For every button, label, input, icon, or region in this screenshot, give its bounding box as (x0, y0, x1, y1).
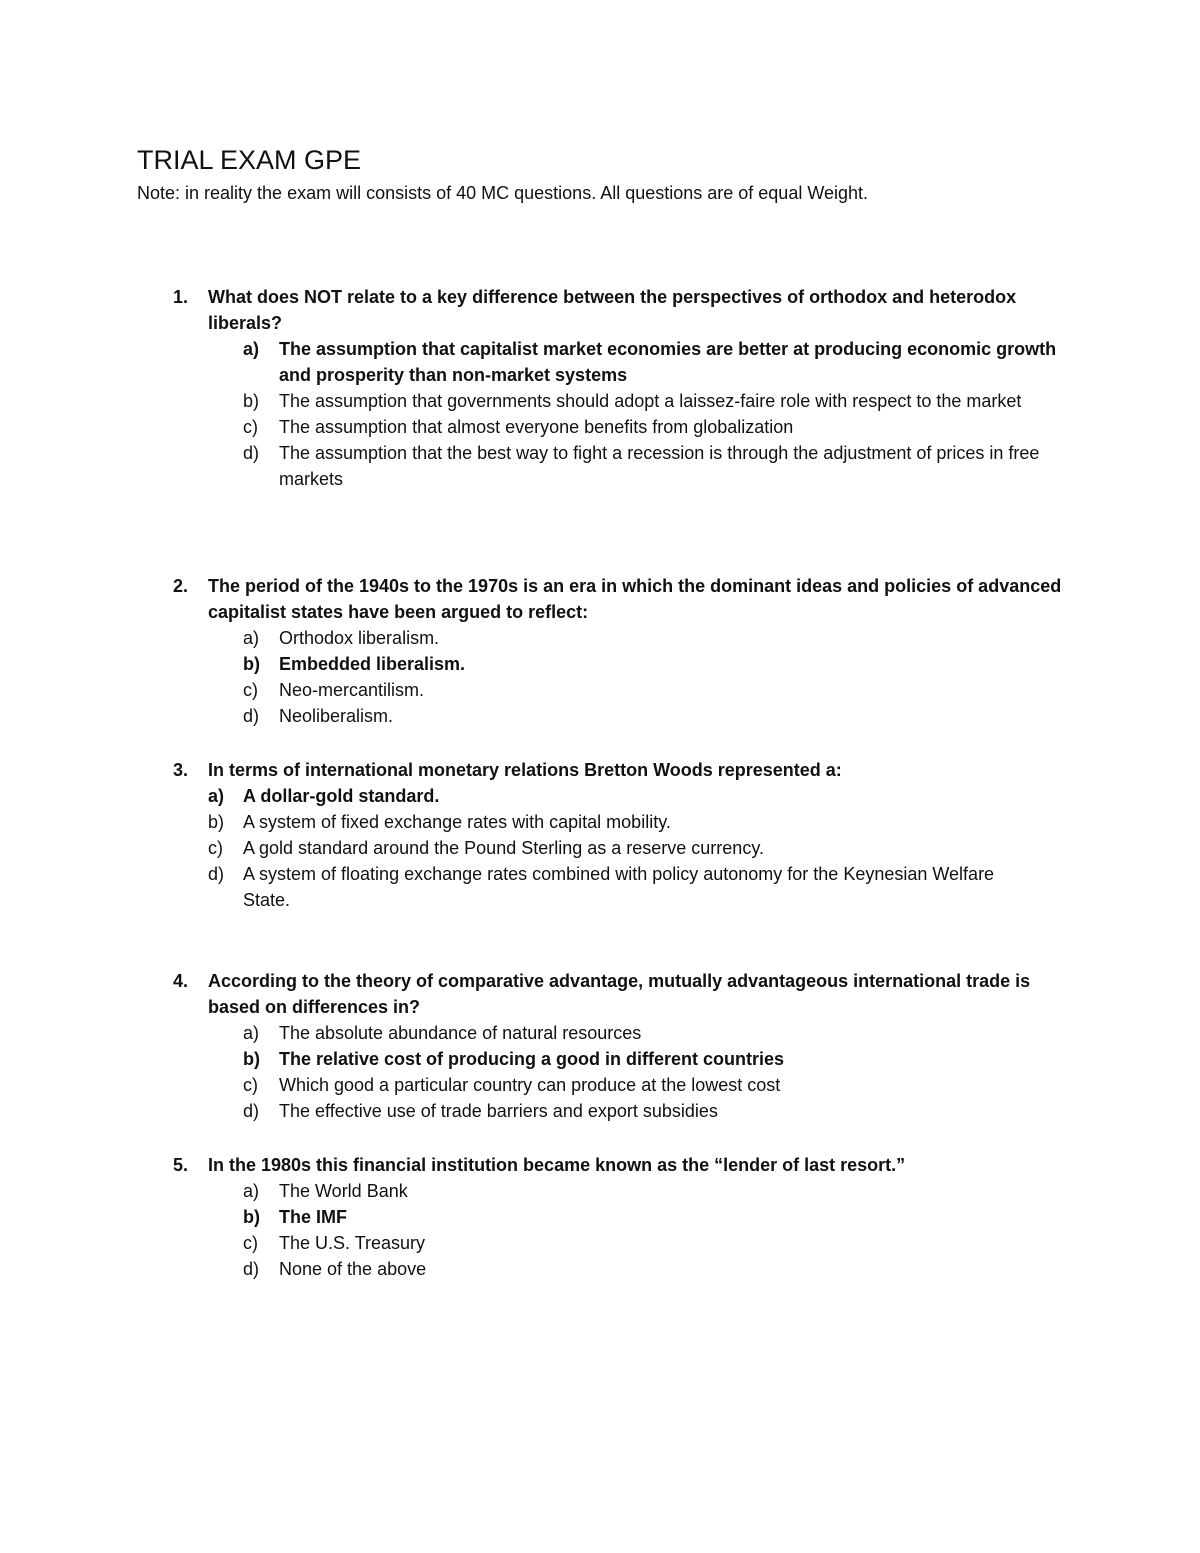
question-number: 4. (173, 971, 189, 991)
option-b: b) The IMF (243, 1207, 347, 1227)
option-list (0, 1020, 1200, 1124)
question-text: What does NOT relate to a key difference between the perspectives of orthodox and heterodox liberals? (208, 287, 1017, 333)
option-a: a) The World Bank (243, 1181, 408, 1201)
question-number: 2. (173, 576, 189, 596)
question-number: 5. (173, 1155, 189, 1175)
option-list (0, 625, 1200, 729)
option-b: b) Embedded liberalism. (243, 654, 466, 674)
page-title: TRIAL EXAM GPE (137, 145, 362, 175)
question-text: The period of the 1940s to the 1970s is an era in which the dominant ideas and policies of advanced capitalist states have been argued to reflect: (208, 576, 1062, 622)
option-a: a) The absolute abundance of natural resources (243, 1023, 642, 1043)
option-d: d) A system of floating exchange rates combined with policy autonomy for the Keynesian Welfare State. (208, 864, 995, 910)
option-b: b) The relative cost of producing a good in different countries (243, 1049, 785, 1069)
question-4 (0, 968, 1200, 1124)
question-number: 3. (173, 760, 189, 780)
question-3 (0, 757, 1200, 913)
option-c: c) A gold standard around the Pound Sterling as a reserve currency. (208, 838, 764, 858)
option-d: d) The effective use of trade barriers and export subsidies (243, 1101, 718, 1121)
option-b: b) A system of fixed exchange rates with capital mobility. (208, 812, 671, 832)
question-text: In terms of international monetary relations Bretton Woods represented a: (208, 760, 842, 780)
option-c: c) The assumption that almost everyone benefits from globalization (243, 417, 794, 437)
question-number: 1. (173, 287, 189, 307)
option-list (0, 336, 1200, 492)
option-list (0, 783, 1200, 913)
option-c: c) The U.S. Treasury (243, 1233, 426, 1253)
option-d: d) Neoliberalism. (243, 706, 394, 726)
option-c: c) Neo-mercantilism. (243, 680, 425, 700)
option-c: c) Which good a particular country can produce at the lowest cost (243, 1075, 781, 1095)
option-list (0, 1178, 1200, 1282)
question-5 (0, 1152, 1200, 1282)
option-d: d) The assumption that the best way to fight a recession is through the adjustment of prices in free markets (243, 443, 1040, 489)
question-2 (0, 573, 1200, 729)
option-a: a) The assumption that capitalist market economies are better at producing economic growth and prosperity than non-market systems (243, 339, 1057, 385)
option-d: d) None of the above (243, 1259, 427, 1279)
exam-note: Note: in reality the exam will consists of 40 MC questions. All questions are of equal Weight. (137, 183, 869, 203)
question-text: In the 1980s this financial institution became known as the “lender of last resort.” (208, 1155, 906, 1175)
question-1 (0, 284, 1200, 492)
option-b: b) The assumption that governments should adopt a laissez-faire role with respect to the market (243, 391, 1022, 411)
question-text: According to the theory of comparative advantage, mutually advantageous international trade is based on differences in? (208, 971, 1031, 1017)
option-a: a) A dollar-gold standard. (208, 786, 440, 806)
option-a: a) Orthodox liberalism. (243, 628, 440, 648)
